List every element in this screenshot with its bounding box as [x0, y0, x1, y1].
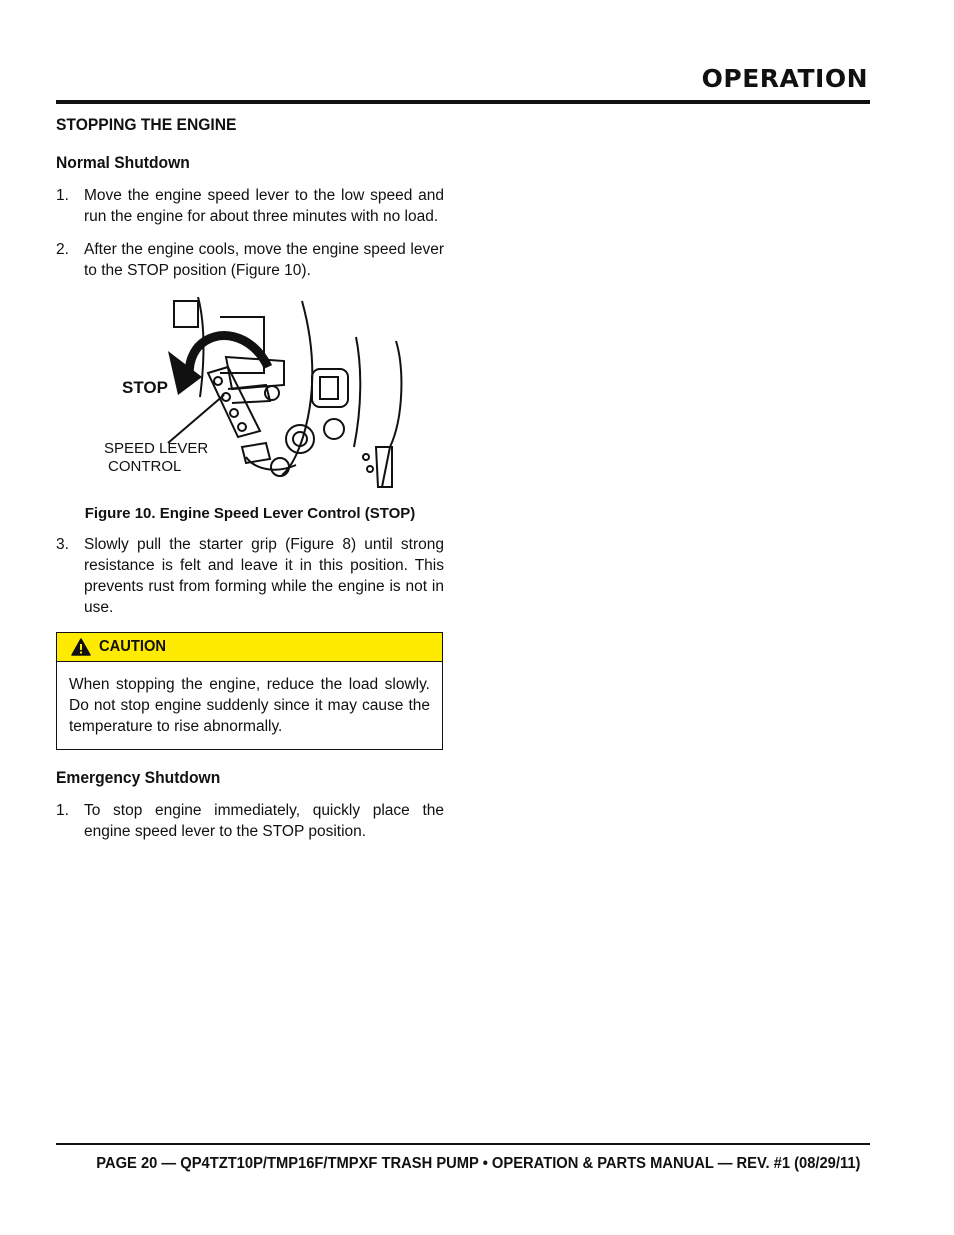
step-text: To stop engine immediately, quickly place the engine speed lever to the STOP position.	[84, 802, 444, 840]
section-heading: STOPPING THE ENGINE	[56, 115, 237, 134]
normal-shutdown-heading: Normal Shutdown	[56, 153, 190, 172]
caution-header	[57, 633, 442, 662]
caution-box	[56, 632, 443, 750]
emergency-shutdown-heading: Emergency Shutdown	[56, 768, 221, 787]
page-title: OPERATION	[701, 64, 868, 93]
caution-text: When stopping the engine, reduce the load slowly. Do not stop engine suddenly since it may cause the temperature to rise abnormally.	[69, 676, 430, 735]
step-number: 1.	[56, 187, 69, 204]
warning-triangle-icon	[71, 638, 91, 656]
list-item	[56, 185, 444, 227]
caution-label: CAUTION	[99, 638, 167, 655]
list-item	[56, 534, 444, 618]
step-number: 3.	[56, 536, 69, 553]
stop-label: STOP	[122, 378, 168, 397]
page-footer: PAGE 20 — QP4TZT10P/TMP16F/TMPXF TRASH PUMP • OPERATION & PARTS MANUAL — REV. #1 (08/29/11)	[95, 1155, 860, 1172]
list-item	[56, 800, 444, 842]
main-column	[56, 112, 444, 842]
step-text: After the engine cools, move the engine speed lever to the STOP position (Figure 10).	[84, 241, 444, 279]
step-text: Slowly pull the starter grip (Figure 8) until strong resistance is felt and leave it in this position. This prevents rust from forming while the engine is not in use.	[84, 536, 444, 616]
speed-lever-figure	[56, 297, 444, 493]
step-text: Move the engine speed lever to the low speed and run the engine for about three minutes with no load.	[84, 187, 444, 225]
header-divider	[56, 100, 870, 104]
footer-divider	[56, 1143, 870, 1145]
list-item	[56, 239, 444, 281]
engine-lever-illustration	[56, 297, 444, 493]
step-number: 1.	[56, 802, 69, 819]
step-number: 2.	[56, 241, 69, 258]
speed-lever-label-line1: SPEED LEVER	[104, 440, 209, 457]
speed-lever-label-line2: CONTROL	[108, 458, 182, 475]
figure-caption: Figure 10. Engine Speed Lever Control (STOP)	[84, 505, 416, 522]
